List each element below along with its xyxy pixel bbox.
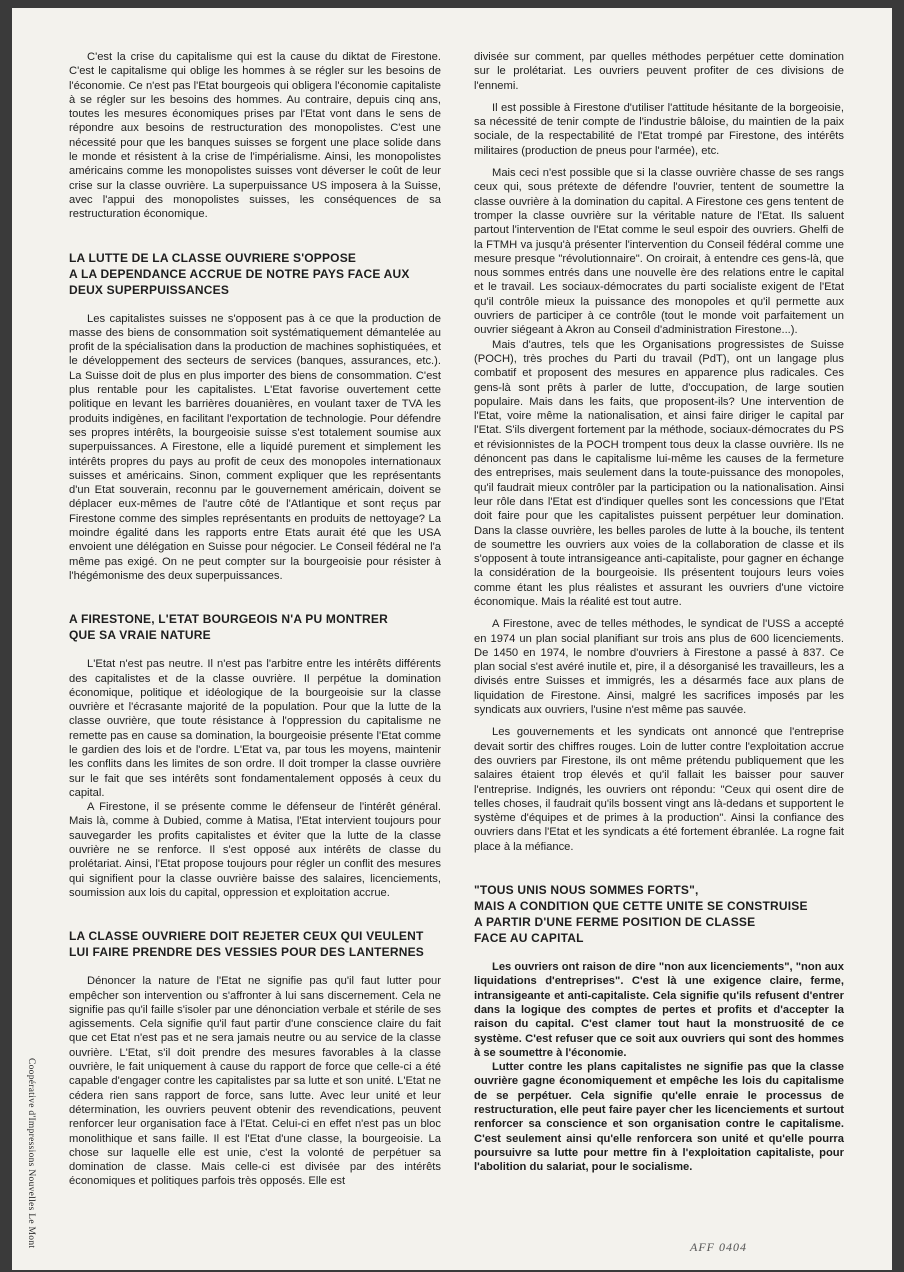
heading-line: LA LUTTE DE LA CLASSE OUVRIERE S'OPPOSE bbox=[69, 250, 357, 265]
section-heading bbox=[474, 882, 844, 946]
paragraph: Les ouvriers ont raison de dire "non aux licenciements", "non aux liquidations d'entreprises". C'est là une exigence claire, ferme, intransigeante et anti-capitaliste. Cela signifie qu'ils refusent d'entrer dans la logique des comptes de pertes et profits et d'accepter la raison du capital. C'est clamer tout haut la monstruosité de ce système. C'est refuser que ce soit aux ouvriers qui sont des hommes à se soumettre à l'économie. bbox=[474, 961, 844, 1059]
paragraph: L'Etat n'est pas neutre. Il n'est pas l'arbitre entre les intérêts différents des capitalistes et de la classe ouvrière. Il perpétue la domination économique, politique et idéologique de la bourgeoisie sur la classe ouvrière et l'écrasante majorité de la population. Pour que la lutte de la classe ouvrière, que toute résistance à l'oppression du capitalisme ne remette pas en cause sa domination, la bourgeoisie présente l'Etat comme le gardien des lois et de l'ordre. L'Etat va, par tous les moyens, maintenir les conflits dans les limites de son ordre. Il doit tromper la classe ouvrière sur le fait que ses intérêts sont fondamentalement opposés à ceux du capital. bbox=[69, 658, 441, 799]
paragraph: A Firestone, il se présente comme le défenseur de l'intérêt général. Mais là, comme à Dubied, comme à Matisa, l'Etat intervient toujours pour sauvegarder les profits capitalistes et éviter que la lutte de la classe ouvrière ne se renforce. Il s'est opposé aux intérêts de classe du prolétariat. Ainsi, l'Etat propose toujours pour régler un conflit des mesures qui signifient pour la classe ouvrière baisse des salaires, licenciements, soumission aux lois du capital, oppression et exploitation accrue. bbox=[69, 801, 441, 899]
section-heading bbox=[69, 250, 441, 298]
paragraph: Mais d'autres, tels que les Organisations progressistes de Suisse (POCH), très proches du Parti du travail (PdT), ont un langage plus combatif et proposent des mesures en apparence plus radicales. Ces gens-là sont prêts à parler de lutte, d'occupation, de large soutien populaire. Mais dans les faits, que proposent-ils? Une intervention de l'Etat, voire même la nationalisation, et ainsi faire diriger le capital par l'Etat. S'ils divergent fortement par la méthode, sociaux-démocrates du PS et révisionnistes de la POCH trompent tous deux la classe ouvrière. Ils ne dénoncent pas dans le capitalisme lui-même les causes de la fermeture des entreprises, mais seulement dans la toute-puissance des monopoles, qu'il faudrait mieux contrôler par la participation ou la nationalisation. Ainsi leur rôle dans l'Etat est d'indiquer quelles sont les concessions que l'Etat doit faire pour que les capitalistes puissent perpétuer leur domination. Dans la classe ouvrière, les belles paroles de lutte à la bouche, ils tentent de soumettre les ouvriers aux voies de la collaboration de classe et ils s'opposent à toute intransigeance anti-capitaliste, pour gagner en échange la considération de la bourgeoisie. Ils présentent toujours leurs voies comme étant les plus réalistes et assurant les ouvriers d'une victoire économique. Mais la réalité est tout autre. bbox=[474, 338, 844, 608]
paragraph: Il est possible à Firestone d'utiliser l'attitude hésitante de la borgeoisie, sa nécessité de tenir compte de l'industrie bâloise, du maintien de la paix sociale, de la respectabilité de l'Etat trompé par Firestone, des intérêts militaires (production de pneus pour l'armée), etc. bbox=[474, 101, 844, 157]
heading-line: A PARTIR D'UNE FERME POSITION DE CLASSE bbox=[474, 915, 756, 930]
paragraph: divisée sur comment, par quelles méthodes perpétuer cette domination sur le prolétariat. Les ouvriers peuvent profiter de ces divisions de l'ennemi. bbox=[474, 51, 844, 92]
heading-line: QUE SA VRAIE NATURE bbox=[69, 628, 211, 643]
archive-stamp: AFF 0404 bbox=[690, 1240, 747, 1254]
section-heading bbox=[69, 611, 441, 643]
section-heading bbox=[69, 928, 441, 960]
heading-line: DEUX SUPERPUISSANCES bbox=[69, 282, 230, 297]
heading-line: LUI FAIRE PRENDRE DES VESSIES POUR DES LANTERNES bbox=[69, 945, 424, 960]
heading-line: FACE AU CAPITAL bbox=[474, 931, 584, 946]
paragraph: Lutter contre les plans capitalistes ne signifie pas que la classe ouvrière gagne économiquement et empêche les lois du capitalisme de se perpétuer. Cela signifie qu'elle enraie le processus de restructuration, elle peut faire payer cher les licenciements et surtout renforcer sa conscience et son organisation contre le capitalisme. C'est seulement ainsi qu'elle renforcera son unité et qu'elle pourra poursuivre sa lutte pour mettre fin à l'exploitation capitaliste, pour l'abolition du salariat, pour le socialisme. bbox=[474, 1061, 844, 1174]
paragraph: Les gouvernements et les syndicats ont annoncé que l'entreprise devait sortir des chiffres rouges. Loin de lutter contre l'exploitation accrue des ouvriers par Firestone, ils ont même prétendu publiquement que les salaires étaient trop élevés et qu'il fallait les baisser pour sauver l'entreprise. Indignés, les ouvriers ont répondu: "Ceux qui osent dire de telles choses, il faudrait qu'ils bossent vingt ans là-dedans et supportent le système d'équipes et de primes à la production". Ainsi la confiance des ouvriers dans l'Etat et les syndicats a été fortement ébranlée. La rogne fait place à la méfiance. bbox=[474, 726, 844, 853]
printer-credit: Coopérative d'Impressions Nouvelles Le Mont bbox=[26, 1058, 36, 1249]
heading-line: A FIRESTONE, L'ETAT BOURGEOIS N'A PU MONTRER bbox=[69, 612, 388, 627]
right-column bbox=[474, 50, 844, 1182]
document-page bbox=[12, 8, 892, 1270]
paragraph: Les capitalistes suisses ne s'opposent pas à ce que la production de masse des biens de consommation soit systématiquement démantelée au profit de la spécialisation dans la production de machines sophistiquées, et le développement des secteurs de services (banques, assurances, etc.). La Suisse doit de plus en plus importer des biens de consommation. C'est plus rentable pour les capitalistes. L'Etat favorise ouvertement cette politique en levant les barrières douanières, en voulant taxer de TVA les produits indigènes, en facilitant l'exportation de technologie. Pour défendre ses propres intérêts, la bourgeoisie suisse s'est totalement soumise aux superpuissances. A Firestone, elle a liquidé purement et simplement les intérêts propres du pays au profit de ceux des monopoles internationaux suisses et américains. Sinon, comment expliquer que les représentants d'un Etat souverain, reconnu par le gouvernement américain, doivent se déplacer eux-mêmes de l'autre côté de l'Atlantique et sont reçus par Firestone comme des simples représentants en produits de nettoyage? La moindre égalité dans les rapports entre Etats aurait été que les USA envoient une délégation en Suisse pour négocier. Le Conseil fédéral ne l'a même pas exigé. On ne peut compter sur la bourgeoisie pour résister à l'hégémonisme des deux superpuissances. bbox=[69, 312, 441, 582]
paragraph: Dénoncer la nature de l'Etat ne signifie pas qu'il faut lutter pour empêcher son intervention ou s'affronter à lui sans discernement. Cela ne signifie pas qu'il faille s'isoler par une dénonciation verbale et stérile de ses agissements. Cela signifie qu'il faut partir d'une conscience claire du fait que cet Etat n'est pas et ne sera jamais neutre ou au service de la classe ouvrière. L'Etat, s'il doit prendre des mesures favorables à la classe ouvrière, le fait uniquement à cause du rapport de force que celle-ci a été capable d'engager contre les capitalistes par sa lutte et son unité. L'Etat ne cédera rien sans rapport de force, sans lutte. Avec leur unité et leur détermination, les ouvriers peuvent obtenir des revendications, peuvent renforcer leur organisation face à l'Etat. Celui-ci en effet n'est pas un bloc monolithique et sans faille. Il est l'Etat d'une classe, la bourgeoisie. La chose sur laquelle elle est unie, c'est la volonté de perpétuer sa domination de classe. Mais celle-ci est divisée par des intérêts économiques et politiques parfois très opposés. Elle est bbox=[69, 975, 441, 1188]
paragraph: A Firestone, avec de telles méthodes, le syndicat de l'USS a accepté en 1974 un plan social planifiant sur trois ans plus de 600 licenciements. De 1450 en 1974, le nombre d'ouvriers à Firestone a passé à 837. Ce plan social s'est avéré inutile et, pire, il a désorganisé les travailleurs, les a divisés entre Suisses et immigrés, les a désarmés face aux plans de liquidation de Firestone. Ainsi, malgré les sacrifices imposés par les syndicats aux ouvriers, l'usine n'est même pas sauvée. bbox=[474, 618, 844, 717]
paragraph: Mais ceci n'est possible que si la classe ouvrière chasse de ses rangs ceux qui, sous prétexte de défendre l'ouvrier, tentent de soumettre la classe ouvrière à la domination du capital. A Firestone ces gens tentent de tromper la classe ouvrière sur la véritable nature de l'Etat. Ils saluent partout l'intervention de l'Etat comme le seul espoir des ouvriers. Ghelfi de la FTMH va jusqu'à présenter l'intervention du Conseil fédéral comme une mesure presque "révolutionnaire". On croirait, à entendre ces gens-là, que nous sommes entrés dans une nouvelle ère des relations entre le capital et le travail. Les sociaux-démocrates du parti socialiste exigent de l'Etat qu'il contrôle mieux la puissance des monopoles et qu'il permette aux ouvriers de participer à ce contrôle (tout le monde voit parfaitement un ouvrier siégeant à Akron au Conseil d'administration Firestone...). bbox=[474, 167, 844, 337]
heading-line: LA CLASSE OUVRIERE DOIT REJETER CEUX QUI VEULENT bbox=[69, 929, 424, 944]
left-column bbox=[69, 50, 441, 1197]
paragraph: C'est la crise du capitalisme qui est la cause du diktat de Firestone. C'est le capitalisme qui oblige les hommes à se régler sur les besoins de l'économie. Ce n'est pas l'Etat bourgeois qui obligera l'économie capitaliste à se régler sur les besoins des hommes. Au contraire, depuis cinq ans, toutes les mesures économiques prises par l'Etat vont dans le sens de répondre aux besoins de restructuration des monopolistes. C'est une nécessité pour que les banques suisses se forgent une place solide dans le monde et résistent à la crise de l'impérialisme. Ainsi, les monopolistes américains comme les monopolistes suisses vont déverser le coût de leur crise sur la classe ouvrière. La superpuissance US imposera à la Suisse, avec l'appui des monopolistes suisses, les conséquences de sa restructuration économique. bbox=[69, 51, 441, 221]
heading-line: MAIS A CONDITION QUE CETTE UNITE SE CONSTRUISE bbox=[474, 899, 808, 914]
heading-line: "TOUS UNIS NOUS SOMMES FORTS", bbox=[474, 883, 699, 898]
bold-conclusion bbox=[474, 960, 844, 1174]
heading-line: A LA DEPENDANCE ACCRUE DE NOTRE PAYS FACE AUX bbox=[69, 266, 410, 281]
